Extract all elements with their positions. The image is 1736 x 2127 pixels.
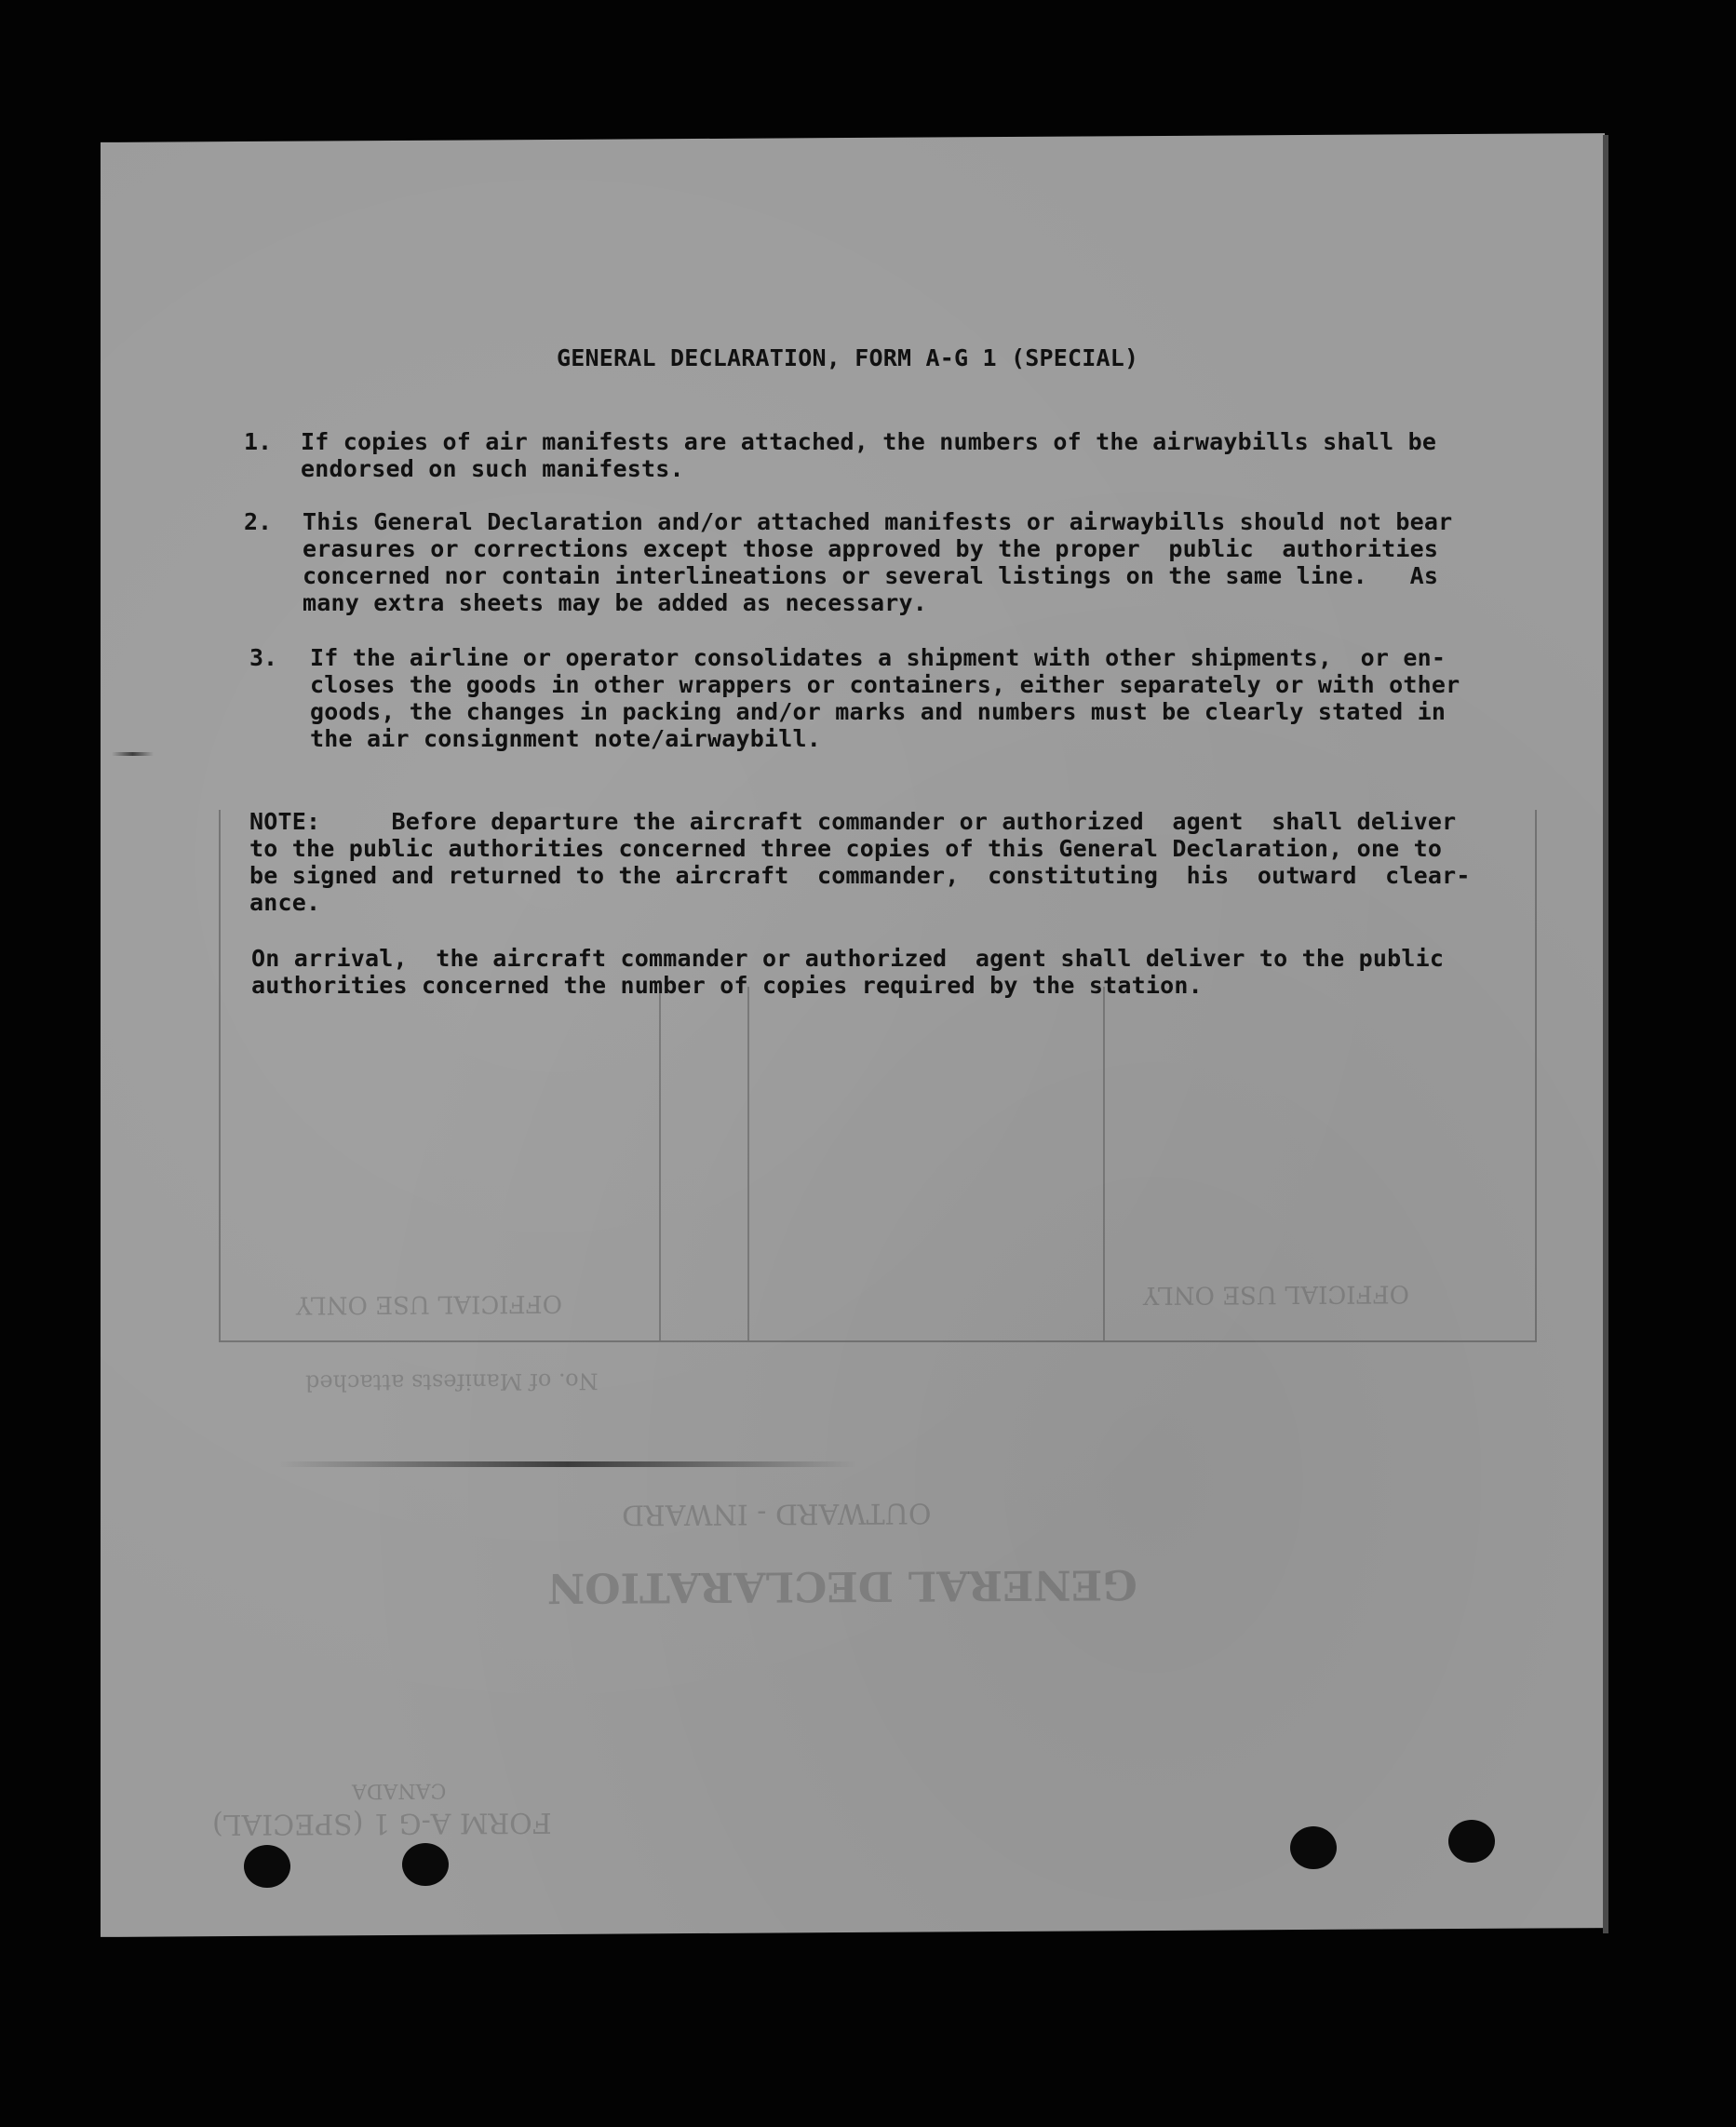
bleed-through-subheading: OUTWARD - INWARD [622,1496,932,1531]
item-3-line-1: If the airline or operator consolidates a shipment with other shipments, or en- [310,644,1447,671]
item-1-line-2: endorsed on such manifests. [301,455,684,482]
punch-hole [402,1843,449,1886]
scan-smear [279,1461,856,1467]
document-title: GENERAL DECLARATION, FORM A-G 1 (SPECIAL) [557,344,1139,371]
bleed-through-country: CANADA [352,1778,447,1803]
note-line-3: be signed and returned to the aircraft commander, constituting his outward clear- [249,862,1471,889]
item-2-line-1: This General Declaration and/or attached manifests or airwaybills should not bear [303,508,1453,535]
item-2-number: 2. [244,508,273,535]
item-3-line-4: the air consignment note/airwaybill. [310,725,822,752]
punch-hole [1290,1826,1337,1869]
item-3-line-2: closes the goods in other wrappers or containers, either separately or with other [310,671,1460,698]
bleed-through-column-line [1103,987,1105,1340]
note-line-2: to the public authorities concerned three copies of this General Declaration, one to [249,835,1443,862]
item-2-line-4: many extra sheets may be added as necessary. [303,589,928,616]
item-1-number: 1. [244,428,273,455]
item-3-number: 3. [249,644,278,671]
item-2-line-3: concerned nor contain interlineations or several listings on the same line. As [303,562,1439,589]
bleed-through-column-line [747,987,749,1340]
bleed-through-heading: GENERAL DECLARATION [547,1560,1137,1612]
punch-hole [244,1845,290,1888]
bleed-through-table-box [219,810,1537,1342]
bleed-through-official-right: OFFICIAL USE ONLY [1143,1279,1409,1310]
item-2-line-2: erasures or corrections except those approved by the proper public authorities [303,535,1439,562]
bleed-through-manifests: No. of Manifests attached [305,1367,599,1396]
arrival-line-2: authorities concerned the number of copies required by the station. [251,972,1203,999]
page-edge-shadow [1603,135,1608,1933]
note-line-1: NOTE: Before departure the aircraft commander or authorized agent shall deliver [249,808,1457,835]
punch-hole [1448,1820,1495,1863]
item-1-line-1: If copies of air manifests are attached, the numbers of the airwaybills shall be [301,428,1437,455]
arrival-line-1: On arrival, the aircraft commander or authorized agent shall deliver to the public [251,945,1445,972]
note-line-4: ance. [249,889,321,916]
scan-smear [112,752,154,756]
bleed-through-form-number: FORM A-G 1 (SPECIAL) [212,1805,552,1841]
bleed-through-column-line [659,987,661,1340]
item-3-line-3: goods, the changes in packing and/or marks and numbers must be clearly stated in [310,698,1447,725]
bleed-through-official-left: OFFICIAL USE ONLY [296,1288,562,1319]
